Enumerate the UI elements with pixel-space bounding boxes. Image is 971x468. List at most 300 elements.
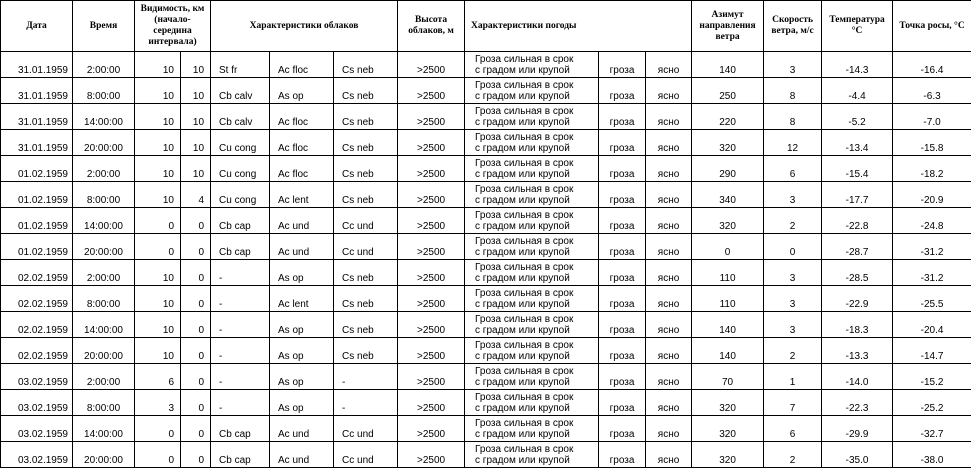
cell-temperature: -22.9 [822,286,893,312]
header-date: Дата [1,1,73,52]
cell-wind-azimuth: 250 [692,78,764,104]
cell-weather-phenomenon: гроза [599,130,646,156]
header-visibility: Видимость, км (начало-середина интервала) [135,1,211,52]
cell-time: 20:00:00 [73,234,135,260]
cell-time: 8:00:00 [73,182,135,208]
cell-weather-phenomenon: гроза [599,338,646,364]
cell-visibility-start: 3 [135,390,181,416]
cell-date: 01.02.1959 [1,156,73,182]
weather-description-line-2: с градом или крупой [475,455,598,466]
table-row [1,208,971,234]
cell-sky-state: ясно [646,130,692,156]
cell-cloud-upper: Cs neb [334,78,398,104]
cell-weather-description [465,364,599,390]
weather-description-line-1: Гроза сильная в срок [475,314,598,325]
cell-wind-speed: 3 [764,260,822,286]
cell-cloud-height: >2500 [398,130,465,156]
cell-cloud-height: >2500 [398,208,465,234]
weather-description-line-1: Гроза сильная в срок [475,444,598,455]
cell-temperature: -22.3 [822,390,893,416]
weather-description-line-2: с градом или крупой [475,429,598,440]
cell-wind-azimuth: 110 [692,260,764,286]
weather-description-line-1: Гроза сильная в срок [475,54,598,65]
cell-sky-state: ясно [646,338,692,364]
cell-dew-point: -25.2 [893,390,971,416]
table-row [1,260,971,286]
header-time: Время [73,1,135,52]
cell-wind-speed: 6 [764,156,822,182]
cell-cloud-middle: As op [270,312,334,338]
cell-wind-azimuth: 70 [692,364,764,390]
cell-wind-speed: 3 [764,286,822,312]
cell-weather-phenomenon: гроза [599,156,646,182]
cell-weather-description [465,78,599,104]
cell-cloud-upper: Cs neb [334,130,398,156]
cell-cloud-height: >2500 [398,234,465,260]
cell-cloud-upper: Cs neb [334,260,398,286]
cell-cloud-upper: Cs neb [334,182,398,208]
cell-sky-state: ясно [646,442,692,468]
cell-temperature: -28.5 [822,260,893,286]
table-row [1,364,971,390]
cell-temperature: -13.3 [822,338,893,364]
cell-weather-description [465,130,599,156]
cell-cloud-middle: As op [270,338,334,364]
cell-weather-description [465,390,599,416]
cell-wind-azimuth: 320 [692,442,764,468]
cell-date: 03.02.1959 [1,390,73,416]
cell-cloud-upper: Cs neb [334,52,398,78]
cell-visibility-mid: 0 [181,390,211,416]
cell-weather-description [465,182,599,208]
cell-weather-phenomenon: гроза [599,78,646,104]
cell-time: 2:00:00 [73,260,135,286]
cell-weather-phenomenon: гроза [599,286,646,312]
cell-visibility-mid: 0 [181,416,211,442]
cell-wind-azimuth: 110 [692,286,764,312]
cell-time: 2:00:00 [73,156,135,182]
cell-weather-phenomenon: гроза [599,312,646,338]
weather-description-line-2: с градом или крупой [475,91,598,102]
cell-cloud-height: >2500 [398,286,465,312]
cell-cloud-lower: Cu cong [211,156,270,182]
header-temperature: Температура °С [822,1,893,52]
cell-sky-state: ясно [646,182,692,208]
cell-visibility-mid: 0 [181,312,211,338]
cell-wind-speed: 2 [764,338,822,364]
cell-time: 8:00:00 [73,286,135,312]
cell-visibility-start: 10 [135,52,181,78]
cell-wind-speed: 2 [764,208,822,234]
cell-visibility-mid: 10 [181,130,211,156]
table-row [1,182,971,208]
cell-cloud-upper: Cs neb [334,104,398,130]
cell-cloud-height: >2500 [398,338,465,364]
cell-temperature: -18.3 [822,312,893,338]
cell-cloud-lower: - [211,390,270,416]
cell-date: 31.01.1959 [1,104,73,130]
cell-wind-speed: 3 [764,52,822,78]
cell-time: 14:00:00 [73,208,135,234]
cell-weather-description [465,52,599,78]
cell-visibility-mid: 0 [181,338,211,364]
weather-description-line-2: с градом или крупой [475,221,598,232]
cell-cloud-middle: As op [270,260,334,286]
cell-sky-state: ясно [646,208,692,234]
cell-dew-point: -16.4 [893,52,971,78]
cell-weather-description [465,234,599,260]
cell-time: 20:00:00 [73,130,135,156]
header-weather: Характеристики погоды [465,1,692,52]
cell-cloud-height: >2500 [398,312,465,338]
weather-description-line-2: с градом или крупой [475,377,598,388]
cell-visibility-start: 10 [135,338,181,364]
cell-temperature: -13.4 [822,130,893,156]
cell-sky-state: ясно [646,260,692,286]
cell-wind-speed: 2 [764,442,822,468]
cell-time: 8:00:00 [73,78,135,104]
cell-cloud-upper: - [334,364,398,390]
cell-temperature: -35.0 [822,442,893,468]
cell-cloud-middle: Ac lent [270,182,334,208]
cell-date: 02.02.1959 [1,260,73,286]
cell-time: 2:00:00 [73,52,135,78]
cell-cloud-lower: - [211,260,270,286]
cell-weather-phenomenon: гроза [599,390,646,416]
cell-wind-speed: 7 [764,390,822,416]
cell-cloud-lower: St fr [211,52,270,78]
cell-visibility-start: 10 [135,286,181,312]
table-row [1,442,971,468]
cell-time: 20:00:00 [73,442,135,468]
cell-cloud-upper: Cc und [334,234,398,260]
table-row [1,104,971,130]
cell-visibility-mid: 0 [181,364,211,390]
cell-cloud-middle: Ac und [270,416,334,442]
cell-date: 01.02.1959 [1,182,73,208]
cell-cloud-middle: Ac floc [270,156,334,182]
cell-wind-speed: 12 [764,130,822,156]
cell-visibility-start: 10 [135,312,181,338]
cell-cloud-lower: Cu cong [211,130,270,156]
cell-weather-description [465,156,599,182]
cell-cloud-height: >2500 [398,442,465,468]
cell-wind-azimuth: 0 [692,234,764,260]
cell-cloud-lower: - [211,364,270,390]
cell-wind-speed: 8 [764,104,822,130]
cell-cloud-lower: Cb calv [211,78,270,104]
cell-cloud-lower: Cb calv [211,104,270,130]
cell-visibility-mid: 0 [181,442,211,468]
cell-dew-point: -31.2 [893,234,971,260]
table-row [1,78,971,104]
table-body [1,52,971,468]
cell-cloud-middle: Ac lent [270,286,334,312]
header-wind-speed: Скорость ветра, м/с [764,1,822,52]
cell-time: 14:00:00 [73,312,135,338]
cell-date: 03.02.1959 [1,442,73,468]
cell-dew-point: -18.2 [893,156,971,182]
cell-weather-phenomenon: гроза [599,234,646,260]
cell-dew-point: -25.5 [893,286,971,312]
cell-cloud-height: >2500 [398,52,465,78]
cell-time: 20:00:00 [73,338,135,364]
cell-weather-description [465,260,599,286]
cell-cloud-height: >2500 [398,156,465,182]
cell-visibility-start: 10 [135,78,181,104]
cell-weather-description [465,312,599,338]
cell-wind-azimuth: 140 [692,312,764,338]
cell-weather-description [465,338,599,364]
cell-time: 14:00:00 [73,416,135,442]
cell-cloud-height: >2500 [398,182,465,208]
cell-date: 02.02.1959 [1,286,73,312]
cell-date: 31.01.1959 [1,52,73,78]
table-row [1,312,971,338]
cell-cloud-upper: Cs neb [334,286,398,312]
weather-description-line-1: Гроза сильная в срок [475,80,598,91]
cell-visibility-start: 10 [135,182,181,208]
cell-cloud-height: >2500 [398,78,465,104]
cell-dew-point: -14.7 [893,338,971,364]
weather-description-line-2: с градом или крупой [475,351,598,362]
table-row [1,156,971,182]
cell-visibility-mid: 10 [181,52,211,78]
cell-wind-azimuth: 320 [692,390,764,416]
weather-description-line-1: Гроза сильная в срок [475,106,598,117]
cell-visibility-start: 10 [135,260,181,286]
weather-description-line-2: с градом или крупой [475,325,598,336]
cell-cloud-upper: Cc und [334,442,398,468]
cell-wind-azimuth: 220 [692,104,764,130]
cell-sky-state: ясно [646,156,692,182]
weather-description-line-1: Гроза сильная в срок [475,132,598,143]
cell-cloud-lower: Cb cap [211,234,270,260]
table-row [1,338,971,364]
weather-description-line-2: с градом или крупой [475,65,598,76]
cell-date: 03.02.1959 [1,416,73,442]
cell-weather-phenomenon: гроза [599,182,646,208]
cell-wind-speed: 3 [764,312,822,338]
cell-date: 03.02.1959 [1,364,73,390]
weather-description-line-1: Гроза сильная в срок [475,236,598,247]
cell-cloud-lower: Cb cap [211,416,270,442]
cell-sky-state: ясно [646,104,692,130]
cell-wind-azimuth: 320 [692,416,764,442]
weather-description-line-1: Гроза сильная в срок [475,288,598,299]
weather-description-line-2: с градом или крупой [475,143,598,154]
cell-temperature: -5.2 [822,104,893,130]
cell-visibility-start: 0 [135,234,181,260]
cell-sky-state: ясно [646,234,692,260]
cell-wind-azimuth: 320 [692,208,764,234]
header-row [1,1,971,52]
cell-temperature: -22.8 [822,208,893,234]
weather-description-line-1: Гроза сильная в срок [475,418,598,429]
weather-description-line-1: Гроза сильная в срок [475,392,598,403]
cell-temperature: -17.7 [822,182,893,208]
cell-visibility-mid: 10 [181,78,211,104]
header-dew-point: Точка росы, °С [893,1,971,52]
cell-cloud-lower: - [211,312,270,338]
cell-temperature: -14.3 [822,52,893,78]
weather-description-line-2: с градом или крупой [475,403,598,414]
cell-cloud-upper: Cc und [334,416,398,442]
cell-weather-description [465,442,599,468]
cell-cloud-lower: Cu cong [211,182,270,208]
cell-cloud-upper: Cc und [334,208,398,234]
cell-sky-state: ясно [646,312,692,338]
cell-sky-state: ясно [646,78,692,104]
cell-temperature: -29.9 [822,416,893,442]
cell-cloud-height: >2500 [398,390,465,416]
table-row [1,286,971,312]
cell-cloud-height: >2500 [398,260,465,286]
cell-wind-azimuth: 140 [692,52,764,78]
cell-weather-phenomenon: гроза [599,416,646,442]
cell-wind-speed: 6 [764,416,822,442]
cell-weather-description [465,286,599,312]
cell-wind-speed: 0 [764,234,822,260]
cell-temperature: -15.4 [822,156,893,182]
weather-description-line-2: с градом или крупой [475,299,598,310]
cell-visibility-start: 0 [135,416,181,442]
table-row [1,234,971,260]
weather-description-line-2: с градом или крупой [475,169,598,180]
cell-weather-phenomenon: гроза [599,442,646,468]
cell-visibility-mid: 0 [181,260,211,286]
cell-cloud-upper: Cs neb [334,312,398,338]
cell-cloud-middle: As op [270,78,334,104]
cell-wind-azimuth: 140 [692,338,764,364]
cell-wind-speed: 8 [764,78,822,104]
cell-dew-point: -20.9 [893,182,971,208]
weather-description-line-2: с градом или крупой [475,117,598,128]
cell-cloud-lower: Cb cap [211,442,270,468]
cell-cloud-middle: Ac und [270,234,334,260]
cell-weather-phenomenon: гроза [599,104,646,130]
cell-dew-point: -7.0 [893,104,971,130]
cell-cloud-middle: Ac und [270,208,334,234]
cell-wind-speed: 1 [764,364,822,390]
weather-description-line-1: Гроза сильная в срок [475,340,598,351]
weather-description-line-1: Гроза сильная в срок [475,158,598,169]
cell-cloud-middle: As op [270,390,334,416]
cell-temperature: -4.4 [822,78,893,104]
cell-cloud-height: >2500 [398,104,465,130]
cell-wind-speed: 3 [764,182,822,208]
cell-date: 02.02.1959 [1,312,73,338]
cell-date: 31.01.1959 [1,78,73,104]
weather-description-line-1: Гроза сильная в срок [475,366,598,377]
cell-cloud-upper: - [334,390,398,416]
cell-cloud-lower: Cb cap [211,208,270,234]
cell-dew-point: -24.8 [893,208,971,234]
cell-wind-azimuth: 320 [692,130,764,156]
weather-description-line-2: с градом или крупой [475,273,598,284]
cell-weather-phenomenon: гроза [599,260,646,286]
cell-sky-state: ясно [646,364,692,390]
table-row [1,390,971,416]
cell-visibility-mid: 0 [181,208,211,234]
header-clouds: Характеристики облаков [211,1,398,52]
cell-cloud-upper: Cs neb [334,156,398,182]
cell-visibility-start: 6 [135,364,181,390]
cell-visibility-start: 0 [135,208,181,234]
cell-visibility-mid: 10 [181,156,211,182]
cell-time: 14:00:00 [73,104,135,130]
cell-cloud-height: >2500 [398,416,465,442]
cell-visibility-start: 10 [135,130,181,156]
cell-cloud-lower: - [211,338,270,364]
cell-dew-point: -32.7 [893,416,971,442]
cell-cloud-middle: Ac floc [270,52,334,78]
cell-visibility-mid: 0 [181,234,211,260]
cell-weather-description [465,208,599,234]
cell-visibility-start: 10 [135,156,181,182]
cell-weather-description [465,104,599,130]
cell-wind-azimuth: 290 [692,156,764,182]
weather-description-line-1: Гроза сильная в срок [475,184,598,195]
cell-cloud-lower: - [211,286,270,312]
cell-weather-phenomenon: гроза [599,52,646,78]
cell-cloud-height: >2500 [398,364,465,390]
cell-date: 01.02.1959 [1,234,73,260]
table-row [1,416,971,442]
cell-date: 31.01.1959 [1,130,73,156]
cell-time: 8:00:00 [73,390,135,416]
cell-weather-phenomenon: гроза [599,364,646,390]
cell-visibility-mid: 0 [181,286,211,312]
cell-visibility-start: 0 [135,442,181,468]
table-row [1,52,971,78]
cell-sky-state: ясно [646,390,692,416]
cell-date: 02.02.1959 [1,338,73,364]
cell-temperature: -28.7 [822,234,893,260]
cell-cloud-middle: Ac und [270,442,334,468]
cell-date: 01.02.1959 [1,208,73,234]
cell-dew-point: -20.4 [893,312,971,338]
weather-description-line-2: с градом или крупой [475,195,598,206]
header-wind-direction: Азимут направления ветра [692,1,764,52]
weather-description-line-2: с градом или крупой [475,247,598,258]
cell-wind-azimuth: 340 [692,182,764,208]
cell-cloud-middle: Ac floc [270,104,334,130]
cell-cloud-upper: Cs neb [334,338,398,364]
cell-visibility-start: 10 [135,104,181,130]
cell-temperature: -14.0 [822,364,893,390]
cell-dew-point: -15.8 [893,130,971,156]
cell-dew-point: -31.2 [893,260,971,286]
weather-description-line-1: Гроза сильная в срок [475,210,598,221]
cell-sky-state: ясно [646,416,692,442]
cell-dew-point: -6.3 [893,78,971,104]
cell-visibility-mid: 10 [181,104,211,130]
table-row [1,130,971,156]
cell-time: 2:00:00 [73,364,135,390]
cell-visibility-mid: 4 [181,182,211,208]
cell-cloud-middle: Ac floc [270,130,334,156]
cell-weather-description [465,416,599,442]
cell-weather-phenomenon: гроза [599,208,646,234]
cell-dew-point: -38.0 [893,442,971,468]
cell-sky-state: ясно [646,52,692,78]
header-cloud-height: Высота облаков, м [398,1,465,52]
cell-sky-state: ясно [646,286,692,312]
cell-dew-point: -15.2 [893,364,971,390]
cell-cloud-middle: As op [270,364,334,390]
weather-description-line-1: Гроза сильная в срок [475,262,598,273]
